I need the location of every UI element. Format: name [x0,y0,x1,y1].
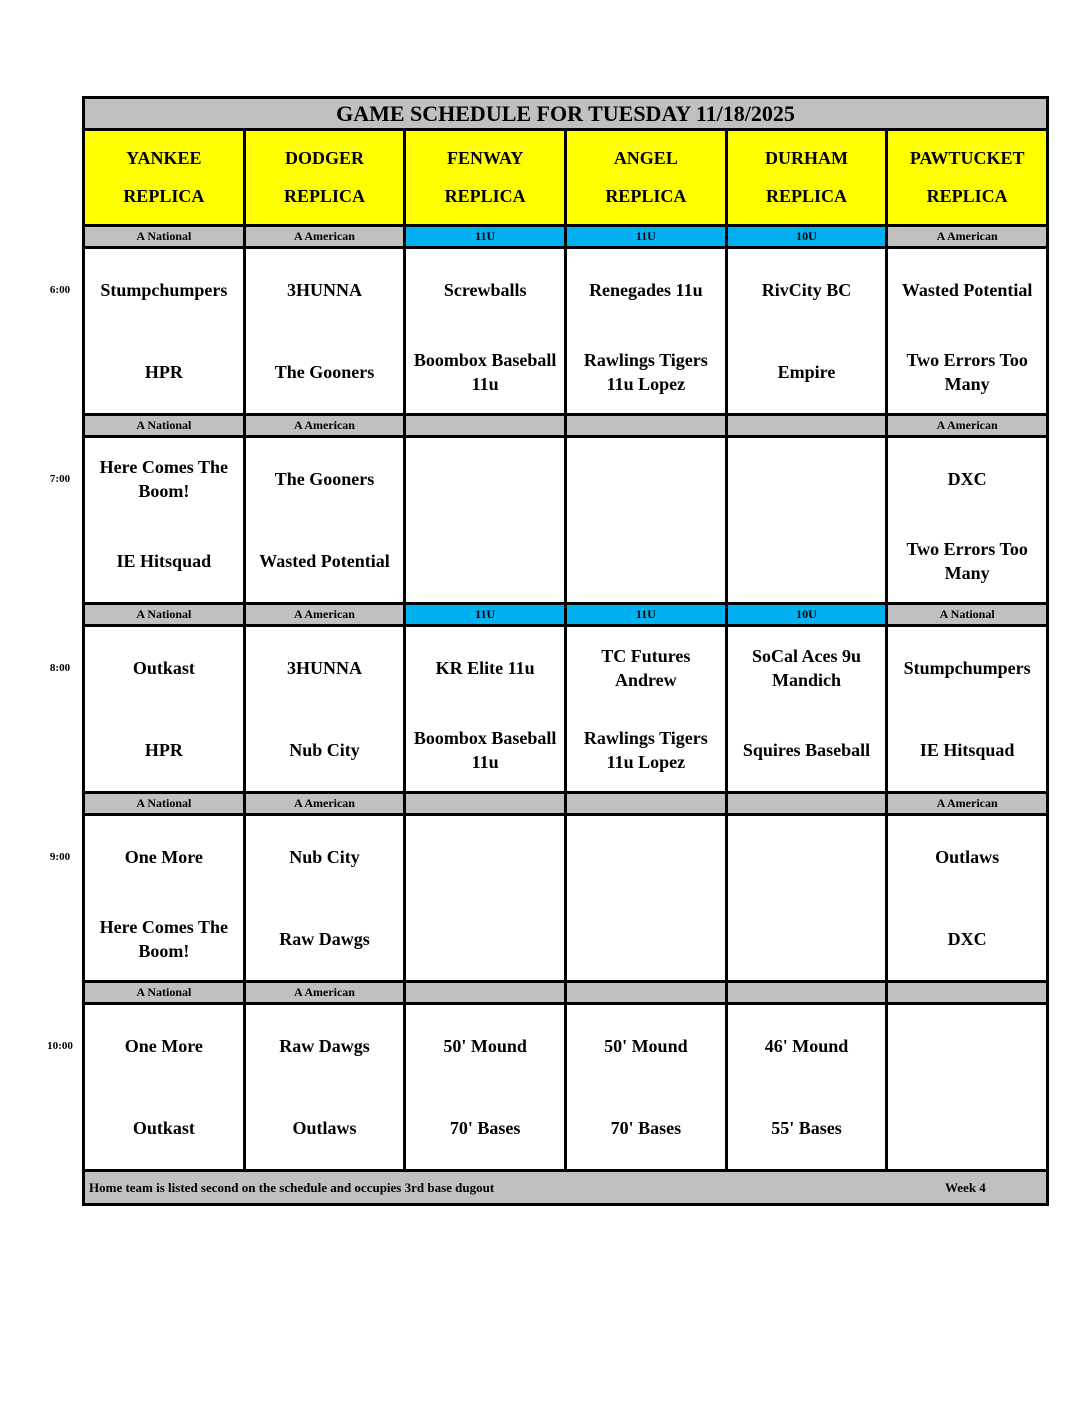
home-team [406,898,564,980]
home-team: Nub City [289,740,360,760]
game-cell [567,438,725,602]
away-team: Wasted Potential [901,280,1033,300]
division-label: A American [888,227,1046,246]
away-team: DXC [947,469,987,489]
home-team: IE Hitsquad [116,551,212,571]
away-team: Stumpchumpers [100,280,228,300]
home-team: Empire [777,362,836,382]
home-team [728,898,886,980]
game-cell [567,627,725,791]
home-team: HPR [144,740,183,760]
division-label: 10U [728,605,886,624]
home-team [728,520,886,602]
division-label: 11U [406,605,564,624]
home-team: Outlaws [292,1118,357,1138]
game-cell [85,627,243,791]
division-label [728,416,886,435]
home-team: Two Errors Too Many [906,350,1028,394]
away-team: 50' Mound [443,1036,527,1056]
away-team: Nub City [289,847,360,867]
home-team [567,898,725,980]
division-label [567,416,725,435]
home-team: Raw Dawgs [279,929,370,949]
game-cell [406,1005,564,1169]
game-cell [888,1005,1046,1169]
home-team [888,1087,1046,1169]
field-header [728,131,886,224]
home-team: 55' Bases [771,1118,842,1138]
away-team [888,1005,1046,1087]
division-label: 11U [406,227,564,246]
division-row [85,416,1046,438]
away-team: 50' Mound [604,1036,688,1056]
game-cell [406,438,564,602]
division-label: A National [85,227,243,246]
game-cell [888,816,1046,980]
field-subtitle: REPLICA [926,186,1008,207]
field-name: YANKEE [126,147,202,168]
away-team: 46' Mound [764,1036,849,1056]
home-team: HPR [144,362,183,382]
division-label: A National [85,416,243,435]
division-row [85,605,1046,627]
game-cell [728,438,886,602]
home-team: Here Comes The Boom! [99,917,228,961]
away-team [406,438,564,520]
home-team [567,520,725,602]
division-label: A American [246,605,404,624]
game-row [85,438,1046,605]
away-team [567,438,725,520]
home-team: 70' Bases [610,1118,682,1138]
field-subtitle: REPLICA [444,186,526,207]
home-team: DXC [947,929,987,949]
division-label: 11U [567,605,725,624]
division-row [85,227,1046,249]
game-cell [888,249,1046,413]
division-label: A American [246,983,404,1002]
away-team [567,816,725,898]
field-name: DODGER [284,147,364,168]
away-team: RivCity BC [761,280,852,300]
game-cell [85,438,243,602]
division-label: A American [246,227,404,246]
game-cell [246,438,404,602]
away-team: One More [124,1036,203,1056]
division-row [85,794,1046,816]
game-cell [728,249,886,413]
division-label [888,983,1046,1002]
away-team [728,438,886,520]
field-name: PAWTUCKET [909,147,1025,168]
game-cell [728,816,886,980]
game-cell [567,816,725,980]
division-label: A American [888,416,1046,435]
away-team: Outlaws [935,847,1000,867]
game-cell [85,816,243,980]
away-team: Renegades 11u [589,280,703,300]
time-label: 6:00 [49,284,71,296]
week-label: Week 4 [945,1179,986,1195]
away-team: Stumpchumpers [903,658,1031,678]
field-subtitle: REPLICA [765,186,847,207]
home-team: Outkast [132,1118,195,1138]
field-name: ANGEL [613,147,678,168]
home-team: Boombox Baseball 11u [413,350,557,394]
home-team: Wasted Potential [259,551,390,571]
away-team: 3HUNNA [286,280,362,300]
home-team: Squires Baseball [742,740,871,760]
division-label: A American [246,416,404,435]
away-team: Here Comes The Boom! [99,457,228,501]
away-team: TC Futures Andrew [601,646,691,690]
game-cell [567,1005,725,1169]
field-name: DURHAM [764,147,848,168]
division-label [728,794,886,813]
away-team: 3HUNNA [286,658,362,678]
game-cell [888,627,1046,791]
home-team: The Gooners [274,362,375,382]
division-label: 11U [567,227,725,246]
field-header [246,131,404,224]
home-team: Rawlings Tigers 11u Lopez [583,728,708,772]
game-cell [246,1005,404,1169]
schedule-title: GAME SCHEDULE FOR TUESDAY 11/18/2025 [85,99,1046,131]
game-cell [85,1005,243,1169]
away-team: SoCal Aces 9u Mandich [751,646,861,690]
game-row [85,627,1046,794]
division-row [85,983,1046,1005]
game-cell [246,627,404,791]
schedule-table [82,96,1049,1206]
home-team: Rawlings Tigers 11u Lopez [583,350,708,394]
home-team: 70' Bases [449,1118,521,1138]
away-team: The Gooners [274,469,375,489]
game-row [85,1005,1046,1172]
division-label: A American [246,794,404,813]
home-team: Two Errors Too Many [906,539,1028,583]
game-cell [728,1005,886,1169]
game-cell [728,627,886,791]
time-label: 10:00 [47,1040,73,1052]
field-subtitle: REPLICA [123,186,205,207]
game-cell [246,816,404,980]
away-team: Raw Dawgs [279,1036,370,1056]
game-cell [406,816,564,980]
division-label [728,983,886,1002]
game-cell [246,249,404,413]
division-label: 10U [728,227,886,246]
field-subtitle: REPLICA [283,186,365,207]
away-team [728,816,886,898]
division-label [406,416,564,435]
home-team [406,520,564,602]
division-label: A National [85,983,243,1002]
division-label [567,794,725,813]
time-label: 8:00 [49,662,71,674]
game-row [85,249,1046,416]
game-cell [406,627,564,791]
time-slots [85,227,1046,1172]
field-name: FENWAY [446,147,524,168]
division-label: A National [85,794,243,813]
time-label: 9:00 [49,851,71,863]
home-team: IE Hitsquad [919,740,1015,760]
footer-note: Home team is listed second on the schedule and occupies 3rd base dugout [89,1179,495,1195]
away-team: One More [124,847,203,867]
away-team [406,816,564,898]
time-label: 7:00 [49,473,71,485]
game-cell [406,249,564,413]
game-row [85,816,1046,983]
field-header-row [85,131,1046,227]
away-team: Outkast [132,658,195,678]
division-label: A National [85,605,243,624]
home-team: Boombox Baseball 11u [413,728,557,772]
division-label [406,794,564,813]
division-label: A American [888,794,1046,813]
away-team: Screwballs [443,280,527,300]
field-subtitle: REPLICA [605,186,687,207]
field-header [567,131,725,224]
schedule-footer [85,1172,1046,1203]
game-cell [888,438,1046,602]
division-label [406,983,564,1002]
division-label [567,983,725,1002]
game-cell [567,249,725,413]
field-header [85,131,243,224]
division-label: A National [888,605,1046,624]
field-header [888,131,1046,224]
field-header [406,131,564,224]
game-cell [85,249,243,413]
away-team: KR Elite 11u [435,658,535,678]
